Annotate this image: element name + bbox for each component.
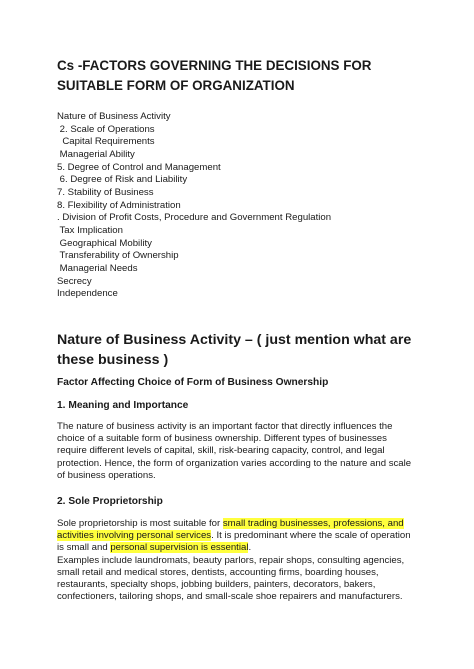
meaning-paragraph: The nature of business activity is an important factor that directly influences the choice of a suitable form of business ownership. Different types of businesses require different levels of capital, skill, risk-bearing capacity, control, and legal protection. Hence, the form of organization varies according to the nature and scale of business operations. — [57, 421, 412, 481]
factor-list-item: . Division of Profit Costs, Procedure and Government Regulation — [57, 212, 332, 224]
factor-list-item: Transferability of Ownership — [57, 250, 179, 262]
factor-list-item: 2. Scale of Operations — [57, 123, 155, 135]
paragraph-text: . — [248, 542, 252, 554]
paragraph-text: Sole proprietorship is most suitable for — [57, 518, 223, 529]
highlighted-text: personal supervision is essential — [110, 542, 249, 554]
factor-list-item: Geographical Mobility — [57, 237, 152, 249]
factor-list — [57, 111, 437, 301]
sole-proprietorship-heading: 2. Sole Proprietorship — [57, 496, 163, 507]
factor-list-item: Managerial Needs — [57, 262, 138, 274]
paragraph-text: . It is predominant where the scale of operation is small and — [57, 530, 411, 554]
factor-list-item: Secrecy — [57, 275, 92, 287]
subheading: Factor Affecting Choice of Form of Business Ownership — [57, 377, 329, 388]
factor-list-item: Managerial Ability — [57, 148, 135, 160]
highlighted-text: small trading businesses, professions, and activities involving personal services — [57, 518, 404, 542]
meaning-heading: 1. Meaning and Importance — [57, 400, 189, 411]
factor-list-item: Tax Implication — [57, 224, 123, 236]
factor-list-item: 5. Degree of Control and Management — [57, 161, 221, 173]
factor-list-item: 6. Degree of Risk and Liability — [57, 174, 188, 186]
section-heading: Nature of Business Activity – ( just mention what are these business ) — [57, 332, 412, 368]
document-title: Cs -FACTORS GOVERNING THE DECISIONS FOR SUITABLE FORM OF ORGANIZATION — [57, 58, 372, 93]
factor-list-item: Nature of Business Activity — [57, 111, 171, 122]
factor-list-item: 8. Flexibility of Administration — [57, 199, 181, 211]
sole-proprietorship-paragraph — [57, 518, 419, 603]
factor-list-item: Independence — [57, 288, 118, 300]
factor-list-item: 7. Stability of Business — [57, 186, 154, 198]
factor-list-item: Capital Requirements — [57, 136, 155, 148]
examples-text: Examples include laundromats, beauty parlors, repair shops, consulting agencies, small retail and medical stores, dentists, accounting firms, boarding houses, restaurants, specialty shops, jobbing builders, painters, decorators, bakers, confectioners, tailoring shops, and small-scale shoe repairers and manufacturers. — [57, 554, 405, 603]
